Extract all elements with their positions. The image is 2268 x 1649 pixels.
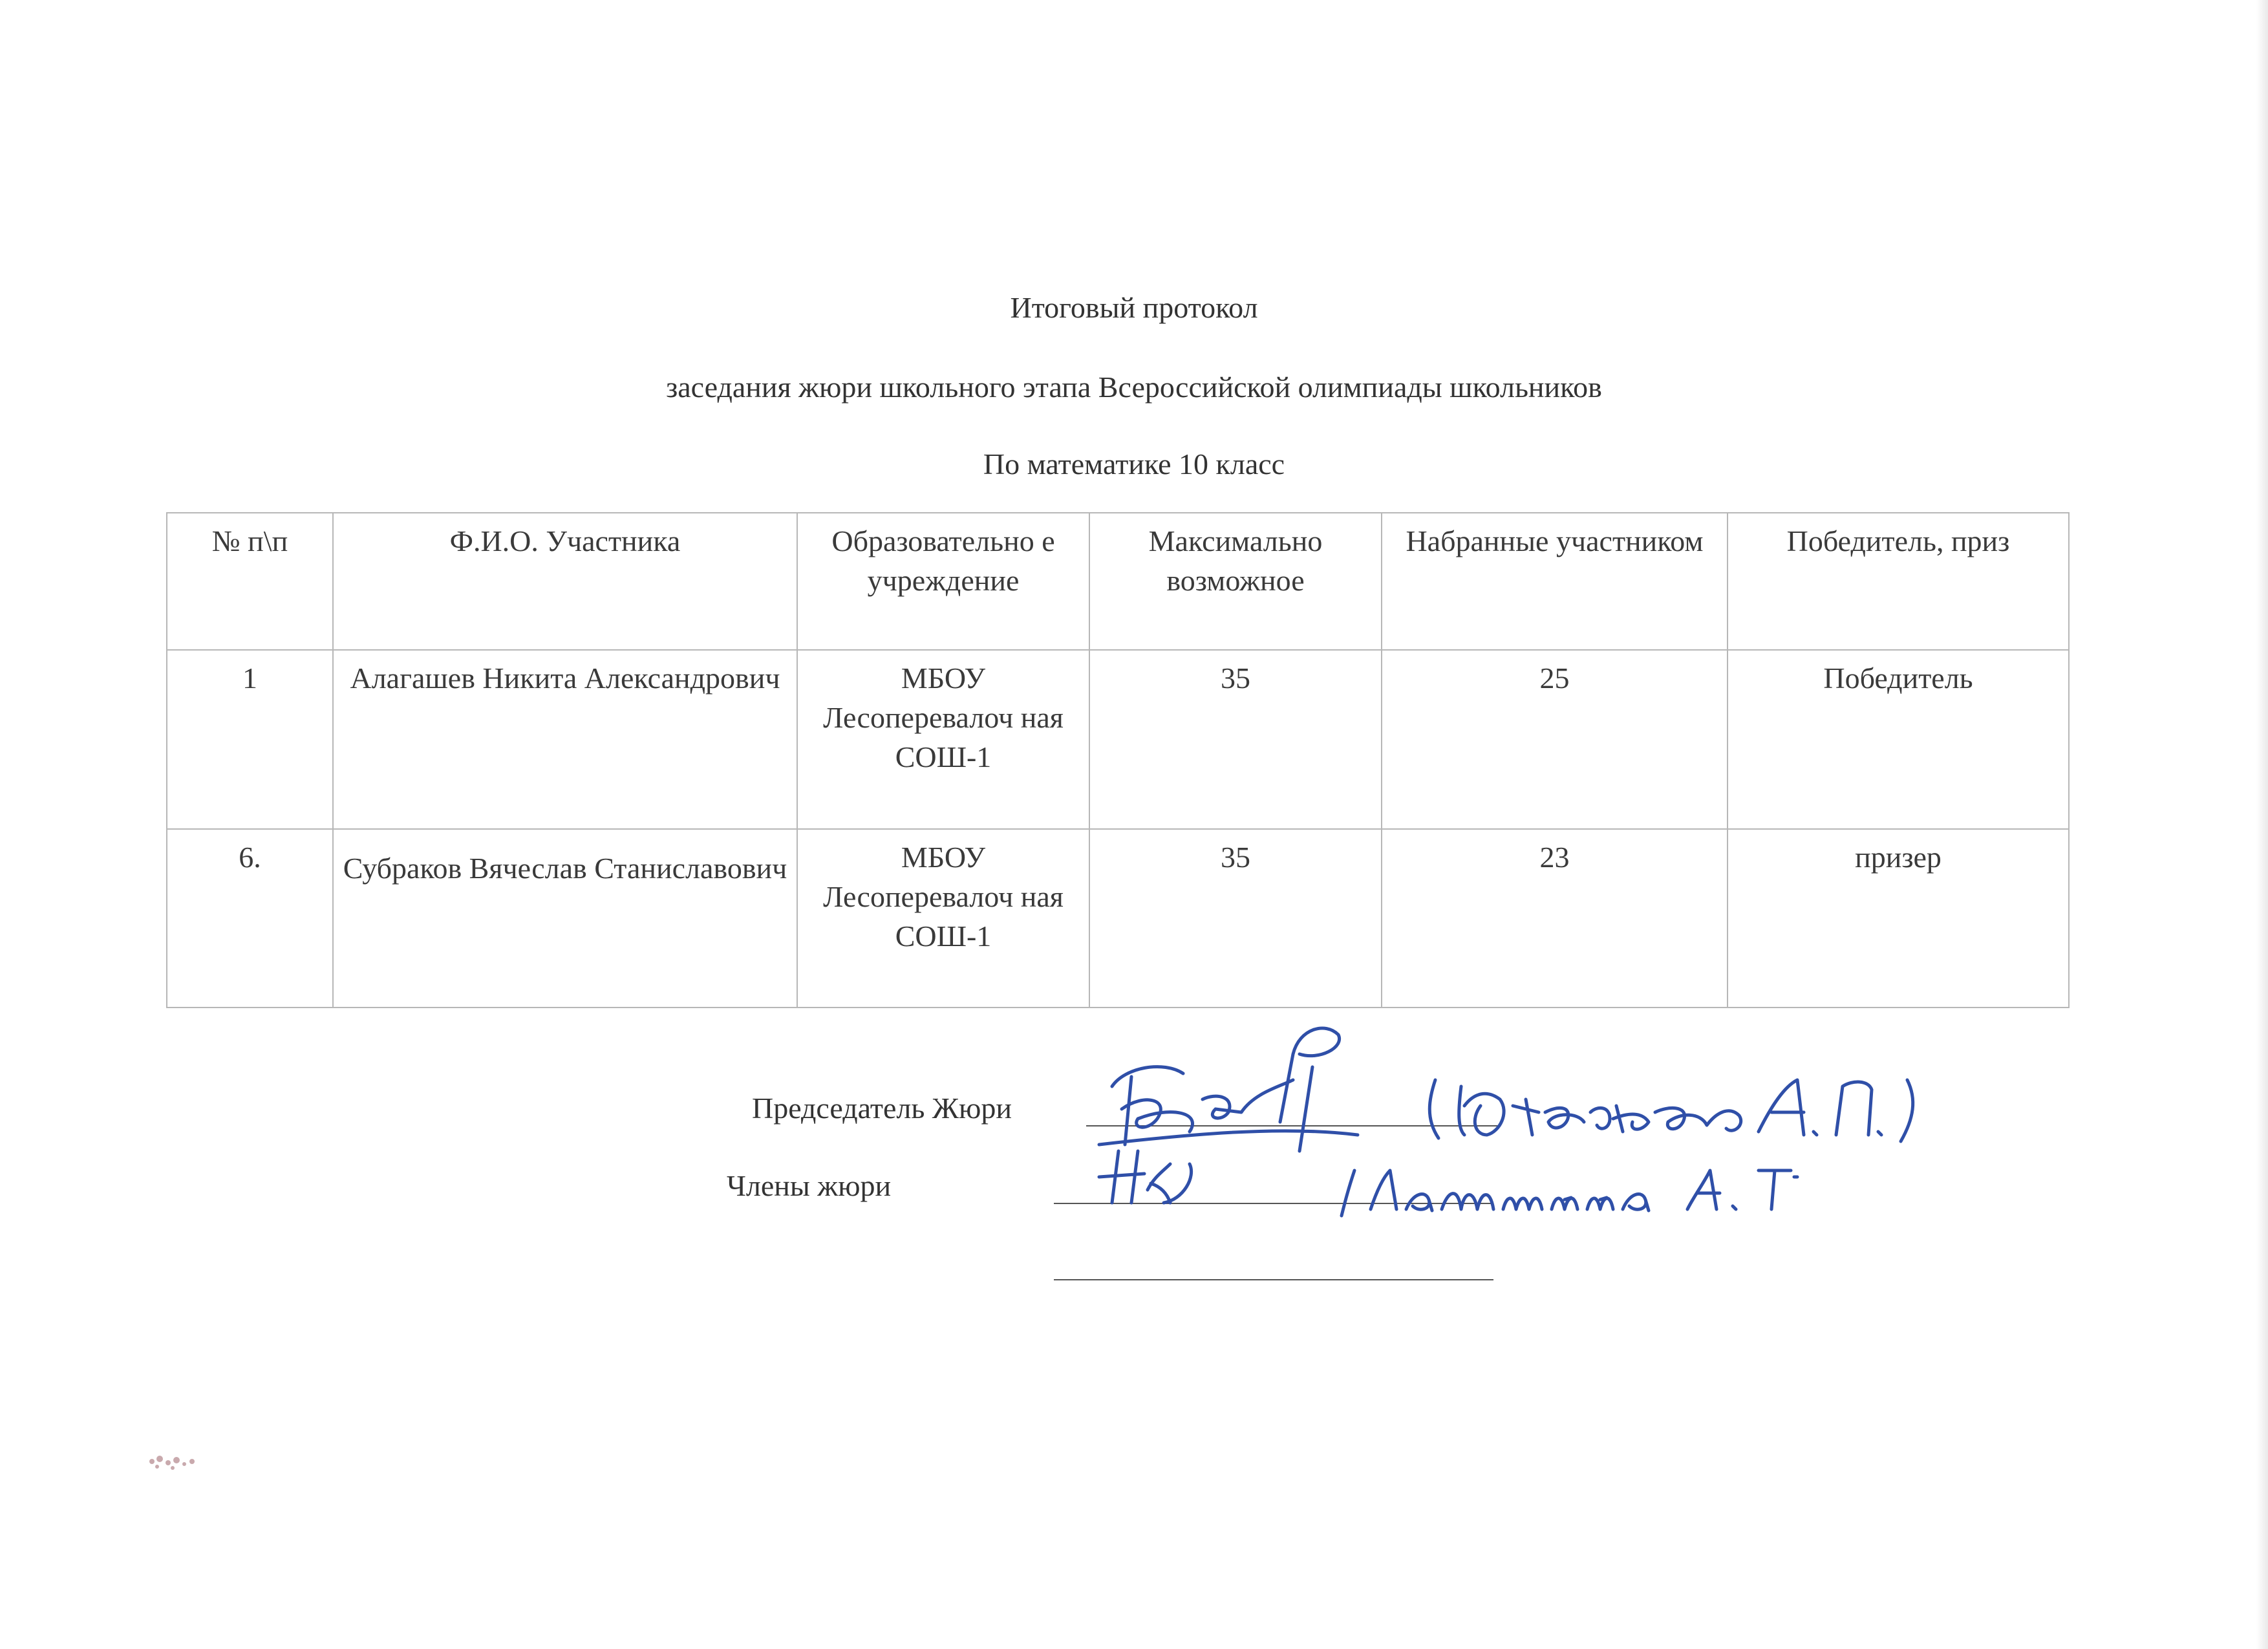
cell-num: 6. (167, 829, 333, 1008)
chair-label: Председатель Жюри (752, 1092, 1012, 1125)
header-max: Максимально возможное (1089, 513, 1382, 650)
cell-school: МБОУ Лесоперевалоч ная СОШ-1 (797, 650, 1089, 829)
cell-score: 25 (1382, 650, 1728, 829)
results-table (166, 512, 2070, 1008)
table-row (167, 650, 2069, 829)
document-subtitle: заседания жюри школьного этапа Всероссийской олимпиады школьников (666, 371, 1602, 404)
member-signature (1086, 1138, 1927, 1222)
table-row (167, 829, 2069, 1008)
header-result: Победитель, приз (1728, 513, 2069, 650)
cell-num: 1 (167, 650, 333, 829)
cell-result: Победитель (1728, 650, 2069, 829)
header-num: № п\п (167, 513, 333, 650)
header-score: Набранные участником (1382, 513, 1728, 650)
header-school: Образовательно е учреждение (797, 513, 1089, 650)
document-title: Итоговый протокол (1010, 291, 1258, 324)
cell-score: 23 (1382, 829, 1728, 1008)
scan-edge (2256, 0, 2268, 1649)
document-subject: По математике 10 класс (983, 447, 1285, 480)
members-label: Члены жюри (727, 1169, 892, 1202)
header-fio: Ф.И.О. Участника (333, 513, 797, 650)
extra-signature-line (1054, 1279, 1493, 1280)
cell-result: призер (1728, 829, 2069, 1008)
scan-smudge (145, 1449, 210, 1474)
cell-max: 35 (1089, 650, 1382, 829)
cell-fio: Алагашев Никита Александрович (333, 650, 797, 829)
cell-max: 35 (1089, 829, 1382, 1008)
cell-school: МБОУ Лесоперевалоч ная СОШ-1 (797, 829, 1089, 1008)
table-header-row (167, 513, 2069, 650)
cell-fio: Субраков Вячеслав Станиславович (333, 829, 797, 1008)
